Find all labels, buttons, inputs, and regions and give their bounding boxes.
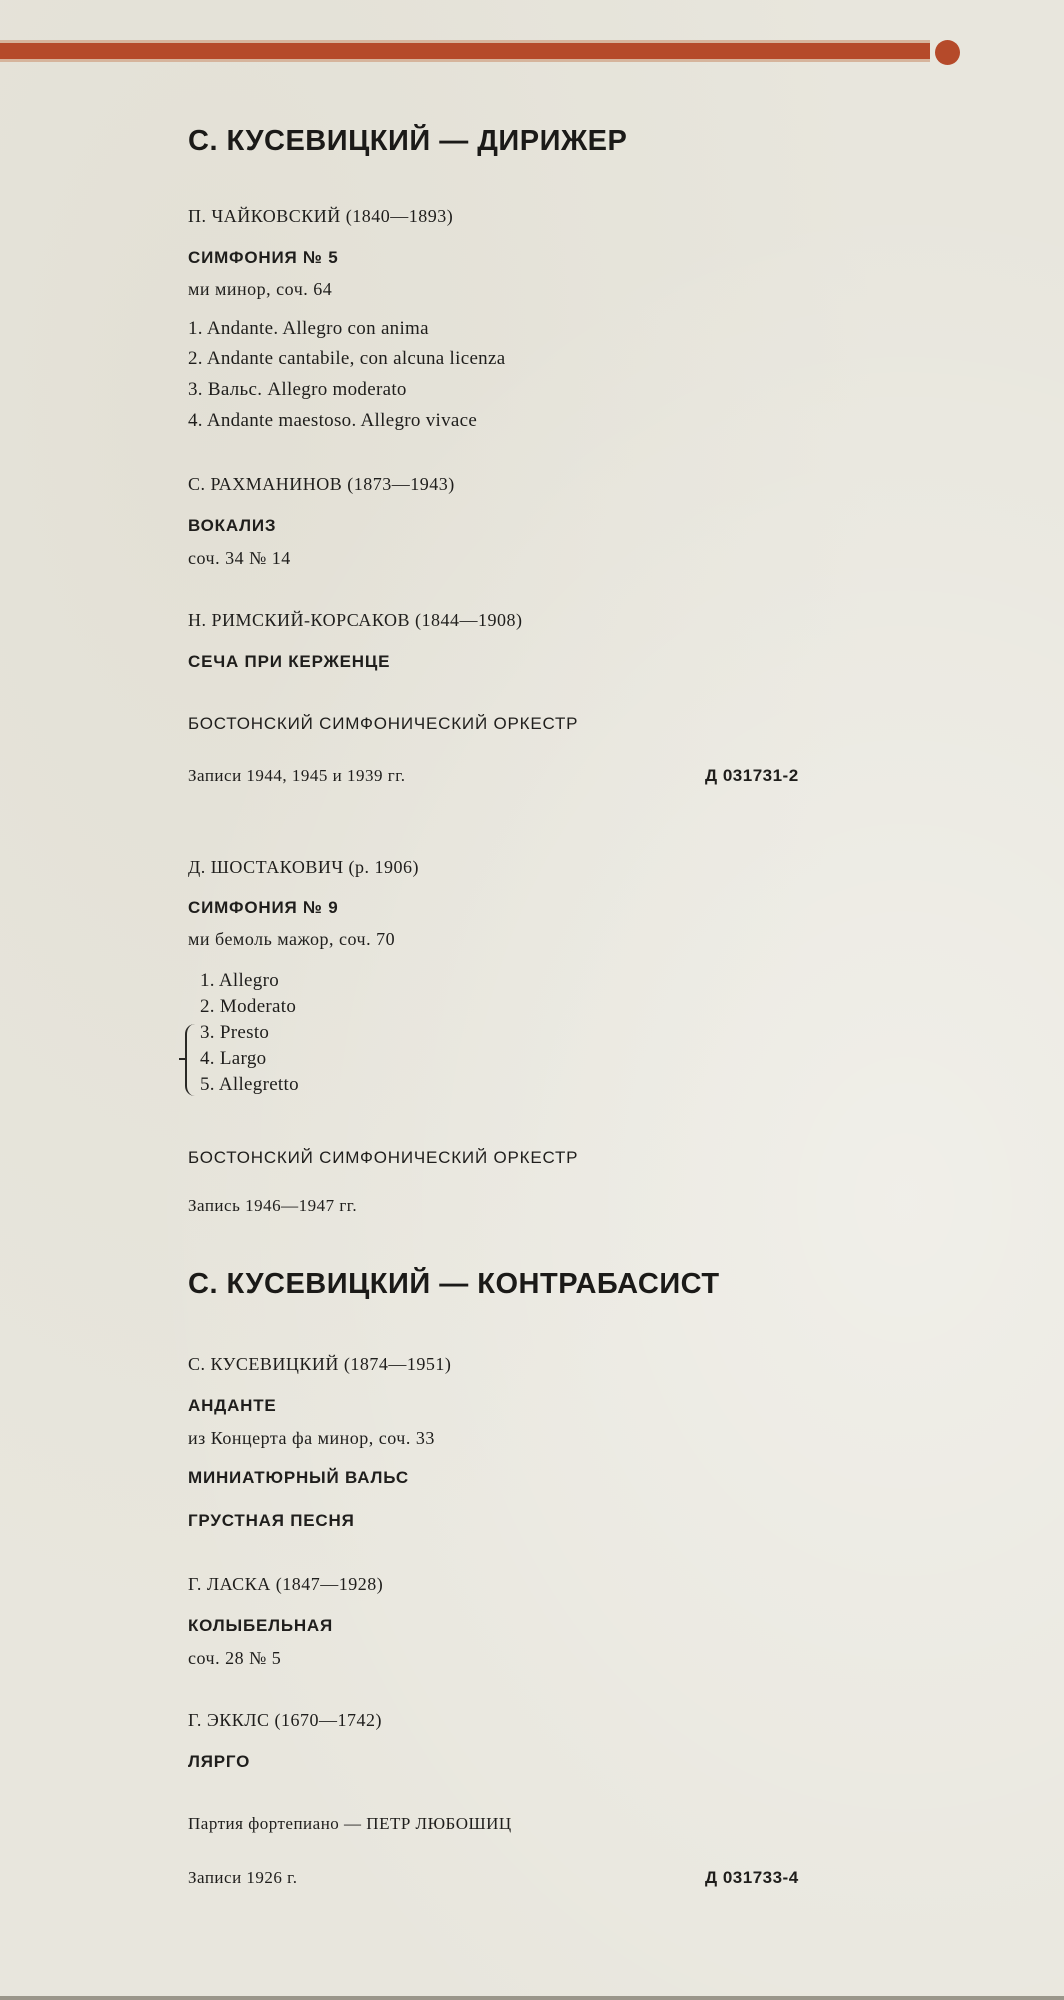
composer-eccles: Г. ЭККЛС (1670—1742) — [188, 1710, 382, 1730]
movement-item: 1. Allegro — [200, 970, 279, 991]
work-subtitle: соч. 34 № 14 — [188, 548, 291, 568]
work-subtitle: из Концерта фа минор, соч. 33 — [188, 1428, 435, 1448]
movement-item: 4. Andante maestoso. Allegro vivace — [188, 410, 478, 431]
composer-rachmaninov: С. РАХМАНИНОВ (1873—1943) — [188, 474, 455, 494]
work-title-battle-kerzhenets: СЕЧА ПРИ КЕРЖЕНЦЕ — [188, 652, 391, 671]
movement-item: 1. Andante. Allegro con anima — [188, 318, 429, 339]
movement-item: 3. Вальс. Allegro moderato — [188, 379, 407, 400]
work-subtitle: ми минор, соч. 64 — [188, 279, 333, 299]
composer-rimsky-korsakov: Н. РИМСКИЙ-КОРСАКОВ (1844—1908) — [188, 610, 523, 630]
composer-tchaikovsky: П. ЧАЙКОВСКИЙ (1840—1893) — [188, 206, 454, 226]
movement-item: 5. Allegretto — [200, 1074, 299, 1095]
movement-item: 2. Andante cantabile, con alcuna licenza — [188, 348, 506, 369]
catalog-number: Д 031731-2 — [705, 766, 799, 785]
decorative-dot — [935, 40, 960, 65]
work-title-lullaby: КОЛЫБЕЛЬНАЯ — [188, 1616, 334, 1635]
piano-credit: Партия фортепиано — ПЕТР ЛЮБОШИЦ — [188, 1814, 512, 1833]
work-subtitle: соч. 28 № 5 — [188, 1648, 282, 1668]
movement-item: 3. Presto — [200, 1022, 270, 1043]
work-title-symphony-9: СИМФОНИЯ № 9 — [188, 898, 339, 917]
recording-dates: Записи 1926 г. — [188, 1868, 298, 1887]
work-subtitle: ми бемоль мажор, соч. 70 — [188, 929, 396, 949]
work-title-symphony-5: СИМФОНИЯ № 5 — [188, 248, 339, 267]
work-title-andante: АНДАНТЕ — [188, 1396, 277, 1415]
recording-dates: Записи 1944, 1945 и 1939 гг. — [188, 766, 406, 785]
section-heading-double-bassist: С. КУСЕВИЦКИЙ — КОНТРАБАСИСТ — [188, 1268, 720, 1300]
recording-dates: Запись 1946—1947 гг. — [188, 1196, 358, 1215]
orchestra-name: БОСТОНСКИЙ СИМФОНИЧЕСКИЙ ОРКЕСТР — [188, 1148, 579, 1167]
work-title-miniature-waltz: МИНИАТЮРНЫЙ ВАЛЬС — [188, 1468, 409, 1487]
page-edge — [0, 1996, 1064, 2000]
movement-item: 4. Largo — [200, 1048, 267, 1069]
decorative-top-bar — [0, 40, 930, 62]
work-title-vocalise: ВОКАЛИЗ — [188, 516, 277, 535]
work-title-largo: ЛЯРГО — [188, 1752, 251, 1771]
movements-brace — [185, 1024, 197, 1096]
composer-laska: Г. ЛАСКА (1847—1928) — [188, 1574, 384, 1594]
composer-koussevitzky: С. КУСЕВИЦКИЙ (1874—1951) — [188, 1354, 452, 1374]
work-title-sad-song: ГРУСТНАЯ ПЕСНЯ — [188, 1511, 355, 1530]
orchestra-name: БОСТОНСКИЙ СИМФОНИЧЕСКИЙ ОРКЕСТР — [188, 714, 579, 733]
catalog-number: Д 031733-4 — [705, 1868, 799, 1887]
section-heading-conductor: С. КУСЕВИЦКИЙ — ДИРИЖЕР — [188, 125, 628, 157]
composer-shostakovich: Д. ШОСТАКОВИЧ (р. 1906) — [188, 857, 420, 877]
movement-item: 2. Moderato — [200, 996, 297, 1017]
